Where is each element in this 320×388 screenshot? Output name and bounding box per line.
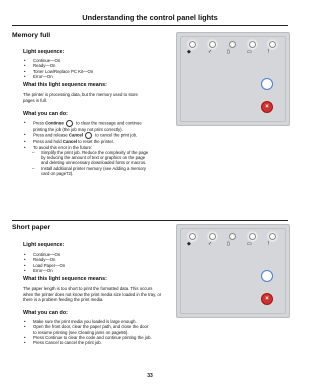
control-panel-illustration <box>176 224 290 318</box>
action-item: • Press Cancel to cancel the print job. <box>23 340 153 345</box>
action-text: To avoid this error in the future: <box>33 144 93 150</box>
page-number: 33 <box>147 373 153 379</box>
section-divider <box>12 220 288 221</box>
action-text: Press <box>33 120 44 126</box>
meaning-text: The printer is processing data, but the memory used to store pages is full. <box>23 92 138 103</box>
load-paper-led <box>249 233 256 240</box>
paper-icon: ▭ <box>247 49 252 55</box>
action-text: Press and hold <box>33 139 62 145</box>
load-paper-led <box>249 41 256 48</box>
ready-led <box>209 41 216 48</box>
ready-icon: ✓ <box>208 241 213 247</box>
what-you-can-do-heading: What you can do: <box>23 310 68 316</box>
action-text: Press and release <box>33 132 68 138</box>
continue-button-icon <box>261 270 273 282</box>
meaning-heading: What this light sequence means: <box>23 276 107 282</box>
ready-led <box>209 233 216 240</box>
actions-list <box>23 120 153 176</box>
continue-led <box>189 233 196 240</box>
paper-icon: ▭ <box>247 241 252 247</box>
error-led <box>269 233 276 240</box>
toner-icon: ▯ <box>227 49 230 55</box>
actions-list <box>23 319 153 345</box>
error-icon: ! <box>268 241 270 247</box>
action-item <box>23 132 153 139</box>
light-item: • Continue—On <box>23 252 123 257</box>
cancel-icon <box>85 132 92 139</box>
light-item: • Error—On <box>23 268 123 273</box>
continue-led <box>189 41 196 48</box>
action-text: to cancel the print job. <box>95 132 138 138</box>
meaning-text: The paper length is too short to print the formatted data. This occurs when the printer does not know the print media size loaded in the tray, or there is a problem feeding the print media. <box>23 286 162 303</box>
error-led <box>269 41 276 48</box>
section-title-memory-full: Memory full <box>12 32 51 39</box>
action-item <box>23 120 153 132</box>
sub-action-item: – Install additional printer memory (see Adding a memory card on page72). <box>23 166 153 177</box>
ready-icon: ✓ <box>208 49 213 55</box>
section-title-short-paper: Short paper <box>12 224 51 231</box>
continue-icon: ◆ <box>187 241 191 247</box>
continue-icon <box>66 120 73 127</box>
light-item: • Error—On <box>23 74 123 79</box>
meaning-heading: What this light sequence means: <box>23 82 107 88</box>
cancel-button-icon: × <box>261 293 273 305</box>
action-text: to clear the message and continue printing the job (the job may not print correctly). <box>33 120 142 132</box>
light-item: • Ready—On <box>23 257 123 262</box>
action-item: • Open the front door, clear the paper path, and close the door to resume printing (see Clearing jams on page56). <box>23 324 153 335</box>
page-header-title: Understanding the control panel lights <box>82 13 218 22</box>
cancel-button-icon: × <box>261 101 273 113</box>
cancel-label: Cancel <box>68 132 83 138</box>
continue-label: Continue <box>45 120 64 126</box>
light-sequence-list <box>23 58 123 79</box>
header-divider <box>12 25 288 26</box>
light-item: • Toner Low/Replace PC Kit—On <box>23 69 123 74</box>
light-item: • Ready—On <box>23 63 123 68</box>
toner-led <box>229 41 236 48</box>
toner-icon: ▯ <box>227 241 230 247</box>
continue-icon: ◆ <box>187 49 191 55</box>
cancel-label: Cancel <box>62 139 77 145</box>
light-sequence-heading: Light sequence: <box>23 242 65 248</box>
sub-action-item: – Simplify the print job. Reduce the complexity of the page by reducing the amount of text or graphics on the page and deleting unnecessary downloaded fonts or macros. <box>23 150 153 166</box>
light-sequence-list <box>23 252 123 273</box>
action-item: • Press Continue to clear the code and continue printing the job. <box>23 335 153 340</box>
action-text: to reset the printer. <box>78 139 114 145</box>
action-item: • Make sure the print media you loaded is large enough. <box>23 319 153 324</box>
toner-led <box>229 233 236 240</box>
light-item: • Continue—On <box>23 58 123 63</box>
light-item: • Load Paper—On <box>23 263 123 268</box>
what-you-can-do-heading: What you can do: <box>23 111 68 117</box>
control-panel-illustration <box>176 32 290 126</box>
error-icon: ! <box>268 49 270 55</box>
continue-button-icon <box>261 78 273 90</box>
light-sequence-heading: Light sequence: <box>23 49 65 55</box>
